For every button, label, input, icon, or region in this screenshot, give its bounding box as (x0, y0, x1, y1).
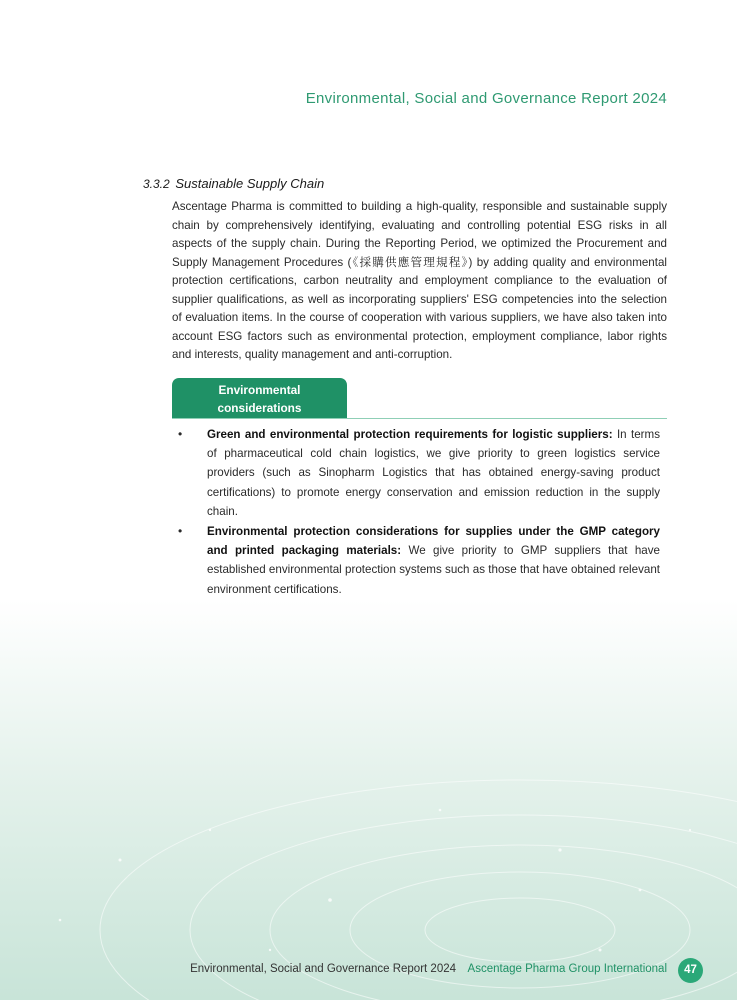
footer-report-title: Environmental, Social and Governance Report 2024 (190, 963, 456, 975)
list-item-heading: Green and environmental protection requirements for logistic suppliers: (207, 428, 613, 441)
list-item (172, 425, 660, 521)
bullet-icon: • (178, 524, 183, 539)
tab-label-line-2: considerations (217, 401, 302, 415)
tab-label-line-1: Environmental (218, 383, 301, 397)
section-intro-paragraph: Ascentage Pharma is committed to building a high-quality, responsible and sustainable supply chain by comprehensively identifying, evaluating and controlling potential ESG risks in all aspects of the supply chain. During the Reporting Period, we optimized the Procurement and Supply Management Procedures (《採購供應管理規程》) by adding quality and environmental protection certifications, carbon neutrality and employment compliance to the evaluation of supplier qualifications, as well as incorporating suppliers' ESG competencies into the selection of evaluation items. In the course of cooperation with various suppliers, we have also taken into account ESG factors such as environmental protection, employment compliance, labor rights and interests, quality management and anti-corruption. (172, 200, 667, 361)
list-item (172, 522, 660, 599)
bullet-icon: • (178, 427, 183, 441)
report-header-title: Environmental, Social and Governance Report 2024 (305, 90, 667, 107)
tab-divider-line (172, 418, 667, 419)
considerations-list (172, 425, 660, 600)
list-item-text: In terms of pharmaceutical cold chain logistics, we give priority to green logistics service providers (such as Sinopharm Logistics that has obtained energy-saving product certifications) to promote energy conservation and emission reduction in the supply chain. (207, 428, 660, 518)
section-heading (143, 176, 324, 191)
decorative-background-art (0, 600, 737, 1000)
list-item-text: We give priority to GMP suppliers that have established environmental protection systems such as those that have obtained relevant environment certifications. (207, 544, 660, 596)
page-number-badge: 47 (678, 958, 703, 983)
page-footer (0, 958, 737, 982)
environmental-considerations-tab (172, 378, 347, 419)
list-item-heading: Environmental protection considerations for supplies under the GMP category and printed packaging materials: (207, 525, 660, 558)
footer-company-name: Ascentage Pharma Group International (467, 963, 667, 975)
section-number: 3.3.2 (143, 177, 170, 191)
section-title: Sustainable Supply Chain (175, 176, 325, 191)
